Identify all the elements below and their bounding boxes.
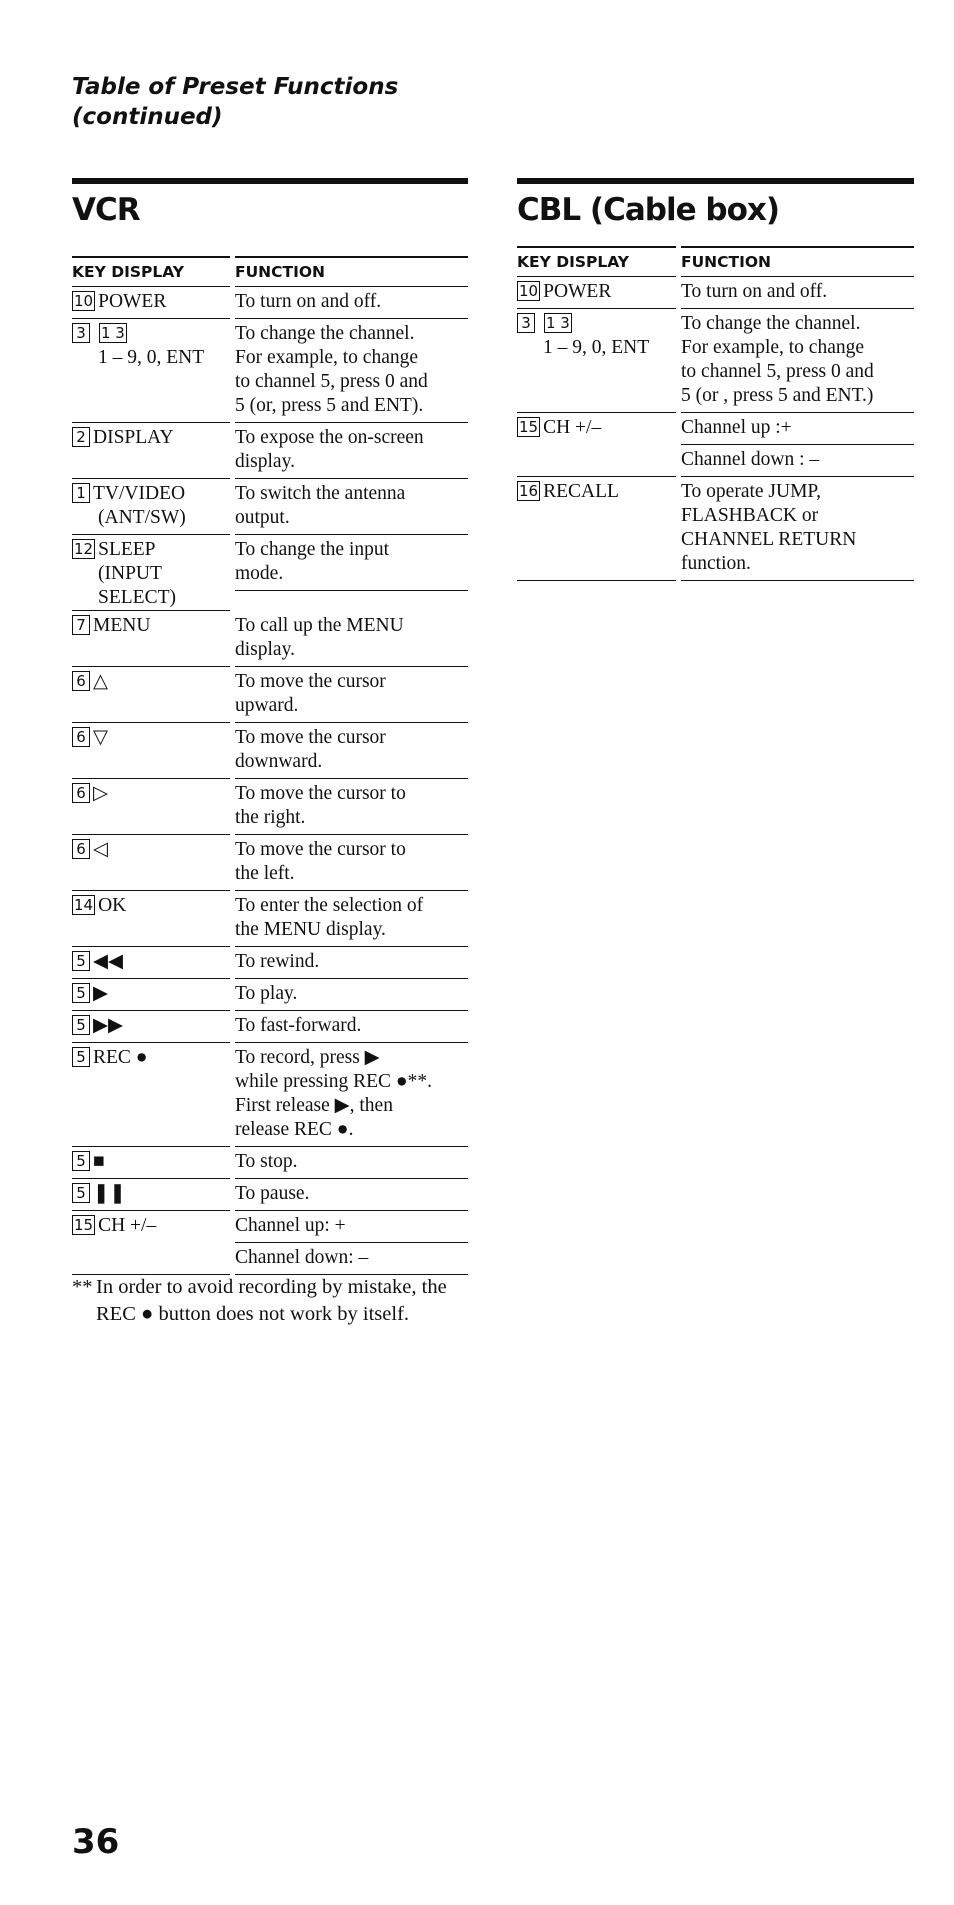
key-label: RECALL bbox=[543, 481, 619, 502]
cbl-col-key: KEY DISPLAY bbox=[517, 246, 676, 277]
key-number-badge: 15 bbox=[519, 418, 539, 436]
key-number-badge-secondary: 1 3 bbox=[101, 324, 125, 342]
key-number-badge: 3 bbox=[72, 323, 90, 343]
function-column bbox=[235, 611, 468, 667]
function-cell: Channel up :+ bbox=[681, 413, 914, 445]
key-label: REC ● bbox=[93, 1047, 148, 1068]
header-subtitle: (continued) bbox=[72, 104, 223, 130]
table-row bbox=[517, 309, 914, 413]
key-display-cell bbox=[72, 723, 230, 779]
function-cell: To change the input mode. bbox=[235, 535, 468, 591]
key-number-badge: 12 bbox=[74, 540, 94, 558]
key-label: ▷ bbox=[93, 783, 108, 804]
key-display-cell bbox=[517, 277, 676, 309]
footnote-text: In order to avoid recording by mistake, the REC ● button does not work by itself. bbox=[96, 1276, 447, 1325]
function-cell-secondary: Channel down : – bbox=[681, 445, 914, 477]
header-title: Table of Preset Functions bbox=[72, 74, 399, 100]
table-row bbox=[72, 479, 468, 535]
key-number-badge: 5 bbox=[72, 1015, 90, 1035]
table-row bbox=[72, 947, 468, 979]
key-display-cell bbox=[72, 423, 230, 479]
table-row bbox=[72, 1147, 468, 1179]
key-number-badge: 2 bbox=[72, 427, 90, 447]
function-column bbox=[235, 319, 468, 423]
function-cell: To move the cursor downward. bbox=[235, 723, 468, 779]
key-label: MENU bbox=[93, 615, 151, 636]
key-display-cell bbox=[72, 1043, 230, 1147]
key-label: ▶▶ bbox=[93, 1015, 123, 1036]
key-display-cell bbox=[72, 835, 230, 891]
vcr-section bbox=[72, 178, 468, 1275]
page-number: 36 bbox=[72, 1822, 120, 1862]
function-column bbox=[235, 423, 468, 479]
vcr-header-row bbox=[72, 256, 468, 287]
function-cell: To move the cursor upward. bbox=[235, 667, 468, 723]
key-label: △ bbox=[93, 671, 108, 692]
function-column bbox=[235, 1011, 468, 1043]
key-number-badge: 10 bbox=[519, 282, 539, 300]
vcr-rows bbox=[72, 287, 468, 1275]
key-display-cell bbox=[72, 319, 230, 423]
function-column bbox=[235, 947, 468, 979]
table-row bbox=[517, 413, 914, 477]
key-display-cell bbox=[72, 667, 230, 723]
table-row bbox=[72, 723, 468, 779]
table-row bbox=[72, 1211, 468, 1275]
table-row bbox=[72, 979, 468, 1011]
table-row bbox=[72, 779, 468, 835]
cbl-section bbox=[517, 178, 914, 581]
cbl-title: CBL (Cable box) bbox=[517, 178, 914, 242]
key-number-badge: 10 bbox=[74, 292, 94, 310]
function-cell: To record, press ▶ while pressing REC ●**. First release ▶, then release REC ●. bbox=[235, 1043, 468, 1147]
key-label-secondary: (INPUT SELECT) bbox=[98, 563, 176, 608]
table-row bbox=[72, 535, 468, 611]
key-label: POWER bbox=[543, 281, 612, 302]
vcr-col-function: FUNCTION bbox=[235, 256, 468, 287]
function-column bbox=[235, 1179, 468, 1211]
function-cell: Channel up: + bbox=[235, 1211, 468, 1243]
table-row bbox=[517, 277, 914, 309]
key-label: TV/VIDEO bbox=[93, 483, 186, 504]
function-column bbox=[235, 835, 468, 891]
cbl-rows bbox=[517, 277, 914, 581]
footnote-mark: ** bbox=[72, 1276, 93, 1298]
table-row bbox=[72, 835, 468, 891]
function-cell: To change the channel. For example, to change to channel 5, press 0 and 5 (or, press 5 and ENT). bbox=[235, 319, 468, 423]
table-row bbox=[72, 1179, 468, 1211]
page-header bbox=[72, 72, 472, 132]
key-display-cell bbox=[72, 1211, 230, 1275]
function-cell: To expose the on-screen display. bbox=[235, 423, 468, 479]
key-display-cell bbox=[517, 477, 676, 581]
table-row bbox=[72, 611, 468, 667]
key-display-cell bbox=[517, 309, 676, 413]
key-number-badge: 3 bbox=[517, 313, 535, 333]
key-number-badge: 5 bbox=[72, 983, 90, 1003]
function-column bbox=[681, 309, 914, 413]
key-number-badge: 7 bbox=[72, 615, 90, 635]
vcr-title: VCR bbox=[72, 178, 468, 242]
function-cell: To call up the MENU display. bbox=[235, 611, 468, 667]
function-cell: To pause. bbox=[235, 1179, 468, 1211]
table-row bbox=[72, 1043, 468, 1147]
key-label: CH +/– bbox=[543, 417, 602, 438]
function-column bbox=[681, 477, 914, 581]
key-label: DISPLAY bbox=[93, 427, 174, 448]
key-label: ▽ bbox=[93, 727, 108, 748]
key-number-badge: 6 bbox=[72, 671, 90, 691]
key-number-badge: 15 bbox=[74, 1216, 94, 1234]
function-column bbox=[235, 667, 468, 723]
function-column bbox=[235, 1211, 468, 1275]
function-column bbox=[235, 1043, 468, 1147]
vcr-table bbox=[72, 256, 468, 1275]
function-cell: To stop. bbox=[235, 1147, 468, 1179]
key-label: CH +/– bbox=[98, 1215, 157, 1236]
key-label-secondary: 1 – 9, 0, ENT bbox=[98, 347, 205, 368]
key-label-secondary: (ANT/SW) bbox=[98, 507, 186, 528]
key-display-cell bbox=[72, 611, 230, 667]
key-number-badge: 5 bbox=[72, 1047, 90, 1067]
function-cell: To enter the selection of the MENU display. bbox=[235, 891, 468, 947]
key-display-cell bbox=[72, 1179, 230, 1211]
key-display-cell bbox=[72, 479, 230, 535]
function-cell: To turn on and off. bbox=[681, 277, 914, 309]
function-column bbox=[681, 413, 914, 477]
key-label-secondary: 1 – 9, 0, ENT bbox=[543, 337, 650, 358]
function-cell: To play. bbox=[235, 979, 468, 1011]
function-cell: To change the channel. For example, to change to channel 5, press 0 and 5 (or , press 5 and ENT.) bbox=[681, 309, 914, 413]
key-label: ▶ bbox=[93, 983, 108, 1004]
function-cell: To fast-forward. bbox=[235, 1011, 468, 1043]
function-column bbox=[235, 535, 468, 611]
key-display-cell bbox=[72, 535, 230, 611]
cbl-table bbox=[517, 246, 914, 581]
key-label: POWER bbox=[98, 291, 167, 312]
function-cell-secondary: Channel down: – bbox=[235, 1243, 468, 1275]
key-number-badge: 6 bbox=[72, 783, 90, 803]
table-row bbox=[72, 891, 468, 947]
table-row bbox=[72, 667, 468, 723]
function-column bbox=[235, 891, 468, 947]
key-label: ❚❚ bbox=[93, 1183, 126, 1204]
key-display-cell bbox=[517, 413, 676, 477]
function-column bbox=[235, 779, 468, 835]
function-column bbox=[235, 479, 468, 535]
function-column bbox=[235, 979, 468, 1011]
key-label: SLEEP bbox=[98, 539, 156, 560]
function-cell: To switch the antenna output. bbox=[235, 479, 468, 535]
key-number-badge: 6 bbox=[72, 727, 90, 747]
key-number-badge: 6 bbox=[72, 839, 90, 859]
key-number-badge-secondary: 1 3 bbox=[546, 314, 570, 332]
function-column bbox=[235, 287, 468, 319]
function-cell: To move the cursor to the left. bbox=[235, 835, 468, 891]
function-cell: To rewind. bbox=[235, 947, 468, 979]
table-row bbox=[72, 1011, 468, 1043]
table-row bbox=[72, 287, 468, 319]
key-display-cell bbox=[72, 1011, 230, 1043]
key-label: ◁ bbox=[93, 839, 108, 860]
key-display-cell bbox=[72, 947, 230, 979]
function-cell: To turn on and off. bbox=[235, 287, 468, 319]
cbl-col-function: FUNCTION bbox=[681, 246, 914, 277]
key-label: ■ bbox=[93, 1151, 105, 1172]
key-display-cell bbox=[72, 979, 230, 1011]
key-number-badge: 14 bbox=[74, 896, 94, 914]
key-display-cell bbox=[72, 779, 230, 835]
function-column bbox=[235, 723, 468, 779]
function-column bbox=[681, 277, 914, 309]
key-label: OK bbox=[98, 895, 127, 916]
table-row bbox=[72, 423, 468, 479]
key-number-badge: 1 bbox=[72, 483, 90, 503]
key-display-cell bbox=[72, 1147, 230, 1179]
vcr-col-key: KEY DISPLAY bbox=[72, 256, 230, 287]
key-display-cell bbox=[72, 891, 230, 947]
function-cell: To move the cursor to the right. bbox=[235, 779, 468, 835]
function-cell: To operate JUMP, FLASHBACK or CHANNEL RETURN function. bbox=[681, 477, 914, 581]
key-number-badge: 5 bbox=[72, 1151, 90, 1171]
key-number-badge: 5 bbox=[72, 1183, 90, 1203]
key-number-badge: 5 bbox=[72, 951, 90, 971]
table-row bbox=[517, 477, 914, 581]
table-row bbox=[72, 319, 468, 423]
key-display-cell bbox=[72, 287, 230, 319]
cbl-header-row bbox=[517, 246, 914, 277]
function-column bbox=[235, 1147, 468, 1179]
footnote bbox=[72, 1274, 468, 1328]
key-label: ◀◀ bbox=[93, 951, 123, 972]
key-number-badge: 16 bbox=[519, 482, 539, 500]
